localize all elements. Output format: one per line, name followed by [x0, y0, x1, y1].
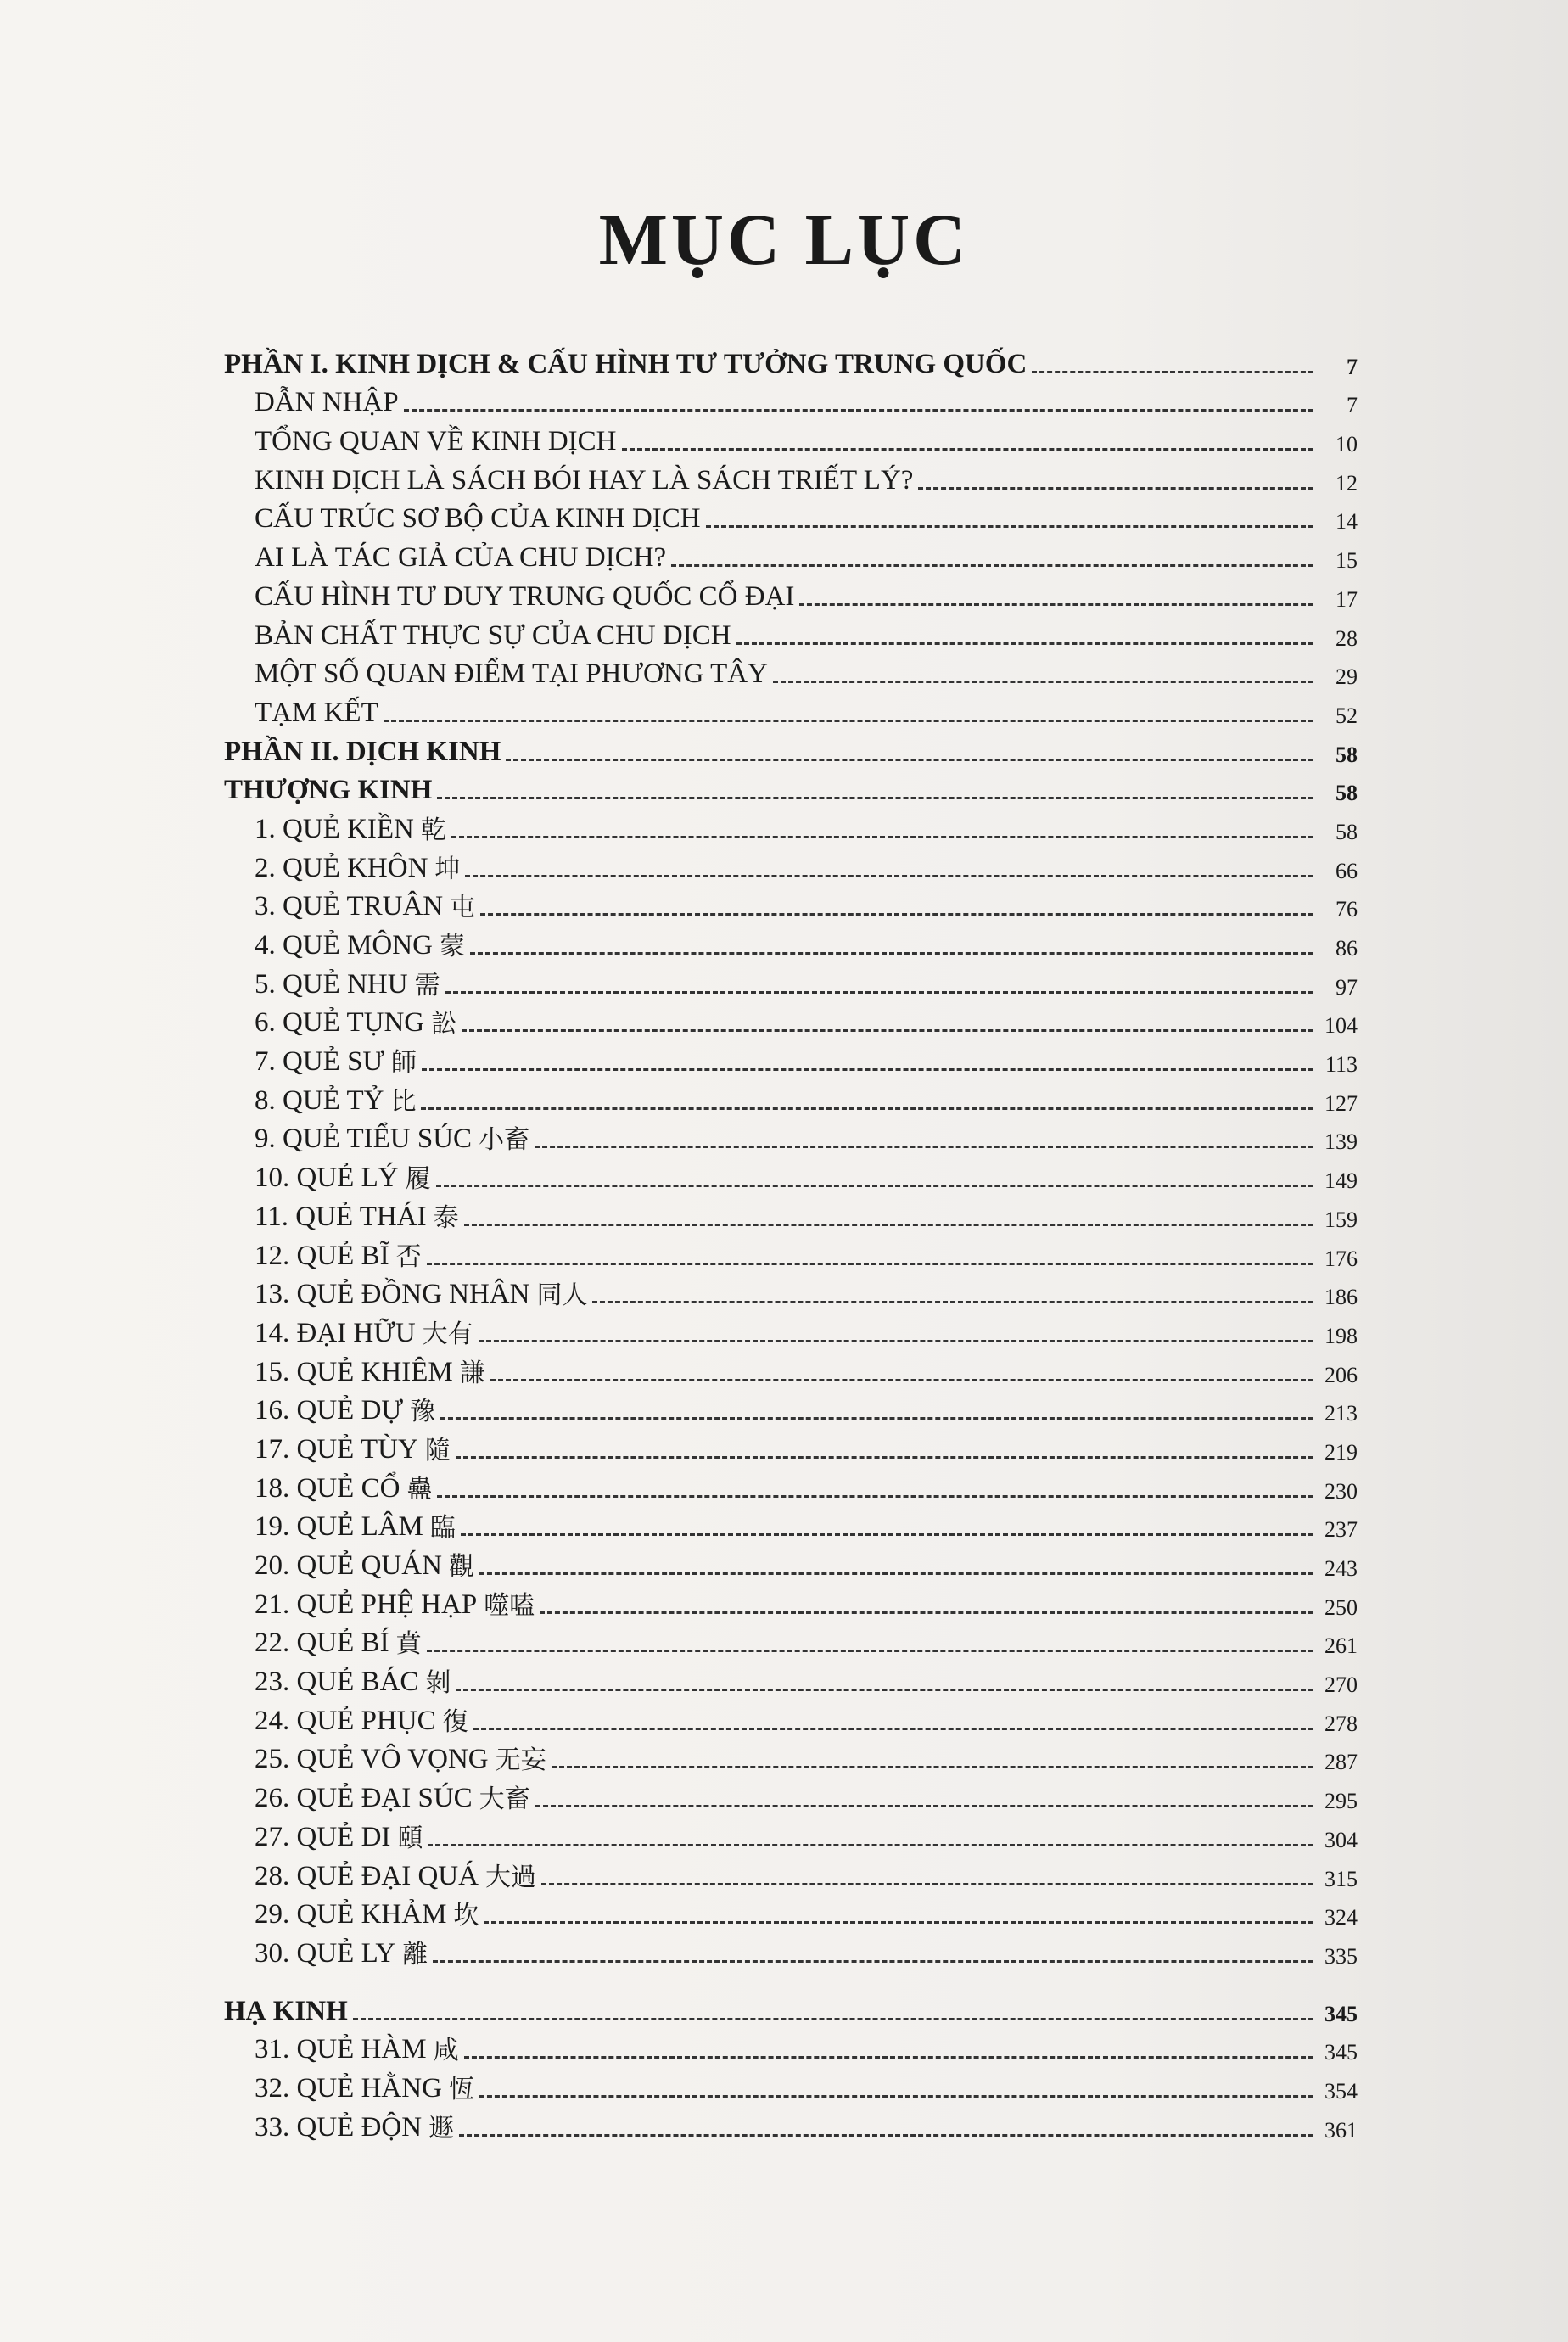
- toc-entry-page-number: 304: [1324, 1827, 1358, 1852]
- toc-entry-label: 26. QUẺ ĐẠI SÚC: [255, 1783, 473, 1814]
- dot-leader: [552, 1766, 1313, 1768]
- toc-entry-hanzi: 大畜: [479, 1785, 530, 1815]
- toc-entry-hanzi: 復: [442, 1706, 468, 1737]
- toc-entry-label: 17. QUẺ TÙY: [255, 1433, 418, 1465]
- toc-entry-label: 30. QUẺ LY: [255, 1937, 396, 1969]
- toc-entry-hanzi: 剝: [425, 1668, 451, 1699]
- toc-entry: [221, 1464, 1358, 1503]
- dot-leader: [433, 1960, 1313, 1963]
- toc-entry-label: 9. QUẺ TIỂU SÚC: [255, 1123, 473, 1155]
- toc-entry-page-number: 29: [1336, 664, 1358, 690]
- toc-entry-label: 27. QUẺ DI: [255, 1821, 391, 1852]
- toc-entry: [221, 1076, 1358, 1115]
- dot-leader: [470, 952, 1313, 955]
- toc-entry: [221, 533, 1358, 572]
- toc-entry-page-number: 12: [1336, 470, 1358, 496]
- toc-entry-label: 6. QUẺ TỤNG: [255, 1007, 425, 1039]
- toc-entry: [221, 999, 1358, 1038]
- toc-entry-page-number: 10: [1336, 432, 1358, 457]
- toc-entry-hanzi: 大有: [422, 1319, 473, 1349]
- toc-entry-page-number: 15: [1336, 548, 1358, 574]
- toc-entry-hanzi: 需: [414, 970, 440, 1000]
- toc-entry-hanzi: 乾: [420, 815, 446, 845]
- dot-leader: [422, 1068, 1313, 1071]
- toc-entry-label: 2. QUẺ KHÔN: [255, 852, 428, 883]
- toc-entry: [221, 1852, 1358, 1891]
- toc-entry-label: 10. QUẺ LÝ: [255, 1163, 399, 1194]
- toc-entry-hanzi: 同人: [536, 1280, 588, 1311]
- dot-leader: [404, 409, 1313, 412]
- toc-entry-label: 15. QUẺ KHIÊM: [255, 1356, 453, 1387]
- toc-entry-page-number: 127: [1324, 1090, 1358, 1116]
- toc-entry: [221, 843, 1358, 882]
- toc-entry-page-number: 7: [1347, 354, 1358, 379]
- toc-entry-label: BẢN CHẤT THỰC SỰ CỦA CHU DỊCH: [255, 619, 731, 651]
- toc-entry-hanzi: 噬嗑: [484, 1590, 535, 1621]
- dot-leader: [445, 991, 1313, 994]
- toc-entry-label: CẤU HÌNH TƯ DUY TRUNG QUỐC CỔ ĐẠI: [255, 580, 795, 612]
- toc-entry-label: 21. QUẺ PHỆ HẠP: [255, 1588, 478, 1620]
- toc-entry-page-number: 335: [1324, 1943, 1358, 1969]
- toc-entry-page-number: 159: [1324, 1207, 1358, 1232]
- toc-entry: [221, 2025, 1358, 2065]
- dot-leader: [451, 836, 1313, 838]
- toc-entry-hanzi: 比: [390, 1086, 417, 1117]
- toc-entry: [221, 1773, 1358, 1813]
- toc-entry-label: 28. QUẺ ĐẠI QUÁ: [255, 1860, 479, 1891]
- toc-entry-page-number: 250: [1324, 1594, 1358, 1620]
- toc-entry: [221, 1929, 1358, 1968]
- toc-entry-hanzi: 師: [391, 1048, 417, 1079]
- toc-entry-hanzi: 頤: [397, 1823, 423, 1853]
- dot-leader: [799, 603, 1313, 606]
- dot-leader: [535, 1805, 1313, 1807]
- dot-leader: [473, 1728, 1313, 1730]
- table-of-contents: [221, 339, 1358, 2142]
- dot-leader: [706, 525, 1313, 528]
- dot-leader: [1032, 371, 1313, 373]
- toc-entry-label: 19. QUẺ LÂM: [255, 1511, 423, 1543]
- toc-entry: [221, 456, 1358, 495]
- toc-entry: [221, 650, 1358, 689]
- toc-entry-hanzi: 泰: [433, 1202, 459, 1233]
- dot-leader: [480, 913, 1313, 916]
- toc-entry-label: PHẦN I. KINH DỊCH & CẤU HÌNH TƯ TƯỞNG TRUNG QUỐC: [224, 348, 1028, 379]
- toc-entry-hanzi: 賁: [395, 1629, 422, 1660]
- toc-entry-label: 5. QUẺ NHU: [255, 968, 408, 1000]
- toc-entry: [221, 1115, 1358, 1154]
- dot-leader: [592, 1301, 1313, 1303]
- toc-entry: [221, 1813, 1358, 1852]
- dot-leader: [440, 1417, 1313, 1420]
- toc-entry-page-number: 295: [1324, 1789, 1358, 1814]
- toc-entry-label: 1. QUẺ KIỀN: [255, 813, 414, 844]
- toc-entry: [221, 960, 1358, 999]
- toc-entry: [221, 2064, 1358, 2103]
- toc-entry: [221, 611, 1358, 650]
- dot-leader: [479, 2095, 1313, 2098]
- dot-leader: [459, 2134, 1313, 2137]
- toc-entry-hanzi: 豫: [410, 1397, 436, 1427]
- toc-entry-label: 12. QUẺ BĨ: [255, 1240, 389, 1271]
- toc-entry-label: CẤU TRÚC SƠ BỘ CỦA KINH DỊCH: [255, 503, 701, 535]
- toc-entry-page-number: 270: [1324, 1672, 1358, 1698]
- dot-leader: [421, 1107, 1313, 1110]
- dot-leader: [437, 1495, 1313, 1498]
- toc-entry-hanzi: 觀: [448, 1552, 474, 1582]
- toc-entry: [221, 1696, 1358, 1735]
- toc-entry-page-number: 149: [1324, 1168, 1358, 1194]
- toc-entry: [221, 688, 1358, 727]
- toc-entry-page-number: 361: [1324, 2117, 1358, 2143]
- toc-entry-page-number: 261: [1324, 1633, 1358, 1659]
- toc-entry-page-number: 287: [1324, 1750, 1358, 1775]
- toc-entry-page-number: 113: [1324, 1052, 1358, 1078]
- toc-entry-label: 20. QUẺ QUÁN: [255, 1550, 442, 1581]
- dot-leader: [479, 1572, 1313, 1575]
- toc-entry: [221, 727, 1358, 766]
- toc-entry-page-number: 7: [1347, 393, 1358, 418]
- toc-entry-label: 24. QUẺ PHỤC: [255, 1705, 436, 1736]
- toc-entry: [221, 2103, 1358, 2142]
- toc-entry-label: 23. QUẺ BÁC: [255, 1667, 419, 1698]
- toc-entry-hanzi: 履: [405, 1164, 431, 1195]
- toc-entry-label: 7. QUẺ SƯ: [255, 1046, 385, 1078]
- toc-entry-label: AI LÀ TÁC GIẢ CỦA CHU DỊCH?: [255, 542, 667, 574]
- toc-entry-page-number: 176: [1324, 1246, 1358, 1271]
- toc-entry: [221, 495, 1358, 534]
- toc-entry-hanzi: 遯: [428, 2113, 455, 2143]
- toc-entry: [221, 1387, 1358, 1426]
- toc-entry: [221, 921, 1358, 960]
- toc-entry: [221, 339, 1358, 378]
- dot-leader: [506, 759, 1313, 761]
- toc-entry-label: MỘT SỐ QUAN ĐIỂM TẠI PHƯƠNG TÂY: [255, 658, 768, 690]
- toc-entry: [221, 1037, 1358, 1079]
- toc-entry-hanzi: 訟: [431, 1009, 457, 1039]
- dot-leader: [622, 448, 1313, 451]
- toc-entry-label: KINH DỊCH LÀ SÁCH BÓI HAY LÀ SÁCH TRIẾT LÝ?: [255, 464, 914, 496]
- toc-entry-page-number: 206: [1324, 1362, 1358, 1387]
- toc-entry-hanzi: 否: [395, 1241, 422, 1272]
- toc-entry-page-number: 58: [1336, 742, 1358, 767]
- toc-gap: [221, 1968, 1358, 1986]
- toc-entry-page-number: 230: [1324, 1478, 1358, 1504]
- dot-leader: [464, 2056, 1313, 2059]
- toc-entry-label: PHẦN II. DỊCH KINH: [224, 736, 501, 767]
- toc-entry-page-number: 76: [1336, 897, 1358, 922]
- toc-entry: [221, 1425, 1358, 1464]
- toc-entry: [221, 1657, 1358, 1699]
- dot-leader: [484, 1921, 1313, 1924]
- toc-entry-label: THƯỢNG KINH: [224, 775, 433, 806]
- toc-entry: [221, 1347, 1358, 1387]
- toc-entry-label: 22. QUẺ BÍ: [255, 1628, 389, 1659]
- toc-entry-page-number: 354: [1324, 2078, 1358, 2104]
- toc-entry-hanzi: 離: [402, 1939, 428, 1969]
- dot-leader: [456, 1456, 1313, 1459]
- toc-entry-page-number: 52: [1336, 703, 1358, 728]
- toc-entry-label: 25. QUẺ VÔ VỌNG: [255, 1744, 489, 1775]
- toc-entry-label: 3. QUẺ TRUÂN: [255, 891, 444, 922]
- toc-entry: [221, 1735, 1358, 1774]
- toc-entry: [221, 882, 1358, 922]
- toc-entry: [221, 1503, 1358, 1542]
- toc-entry-label: 11. QUẺ THÁI: [255, 1201, 427, 1232]
- toc-entry-label: 32. QUẺ HẰNG: [255, 2072, 442, 2104]
- dot-leader: [384, 720, 1313, 722]
- toc-entry-page-number: 345: [1324, 2040, 1358, 2065]
- toc-entry-hanzi: 隨: [424, 1435, 451, 1465]
- toc-entry-label: HẠ KINH: [224, 1995, 348, 2026]
- toc-entry: [221, 1308, 1358, 1347]
- toc-entry-page-number: 58: [1336, 781, 1358, 806]
- dot-leader: [773, 681, 1313, 683]
- toc-entry-hanzi: 謙: [459, 1358, 485, 1388]
- toc-entry-page-number: 237: [1324, 1517, 1358, 1543]
- toc-entry-page-number: 315: [1324, 1866, 1358, 1891]
- toc-entry-hanzi: 蒙: [439, 932, 465, 961]
- toc-entry-hanzi: 坤: [434, 854, 461, 884]
- dot-leader: [427, 1650, 1313, 1652]
- toc-entry-page-number: 97: [1336, 974, 1358, 1000]
- toc-entry-label: 18. QUẺ CỔ: [255, 1472, 400, 1504]
- toc-entry-hanzi: 无妄: [495, 1745, 546, 1776]
- toc-entry-page-number: 66: [1336, 858, 1358, 883]
- dot-leader: [490, 1379, 1313, 1381]
- toc-entry: [221, 417, 1358, 456]
- dot-leader: [427, 1263, 1313, 1265]
- dot-leader: [461, 1533, 1313, 1536]
- toc-entry-page-number: 198: [1324, 1323, 1358, 1348]
- toc-entry-label: TẠM KẾT: [255, 697, 378, 728]
- toc-entry: [221, 1192, 1358, 1231]
- dot-leader: [462, 1029, 1313, 1032]
- toc-entry-label: TỔNG QUAN VỀ KINH DỊCH: [255, 426, 617, 457]
- toc-entry-label: 29. QUẺ KHẢM: [255, 1899, 447, 1930]
- toc-entry: [221, 1270, 1358, 1309]
- toc-entry-page-number: 58: [1336, 819, 1358, 844]
- toc-entry: [221, 804, 1358, 843]
- toc-entry: [221, 1231, 1358, 1270]
- toc-entry: [221, 1580, 1358, 1619]
- toc-entry-hanzi: 大過: [484, 1862, 536, 1892]
- dot-leader: [918, 487, 1313, 490]
- dot-leader: [437, 797, 1313, 799]
- toc-entry-page-number: 186: [1324, 1285, 1358, 1310]
- dot-leader: [436, 1185, 1313, 1187]
- toc-entry-label: 33. QUẺ ĐỘN: [255, 2111, 423, 2143]
- toc-entry-hanzi: 坎: [453, 1901, 479, 1931]
- toc-entry: [221, 766, 1358, 805]
- dot-leader: [541, 1883, 1313, 1885]
- toc-entry-page-number: 28: [1336, 625, 1358, 651]
- toc-entry-page-number: 324: [1324, 1905, 1358, 1930]
- toc-entry-label: DẪN NHẬP: [255, 387, 399, 418]
- toc-entry-page-number: 243: [1324, 1556, 1358, 1581]
- toc-entry-page-number: 278: [1324, 1711, 1358, 1736]
- toc-entry-label: 13. QUẺ ĐỒNG NHÂN: [255, 1279, 530, 1310]
- toc-entry-label: 16. QUẺ DỰ: [255, 1395, 404, 1426]
- toc-entry-label: 31. QUẺ HÀM: [255, 2034, 427, 2065]
- toc-entry-label: 8. QUẺ TỶ: [255, 1084, 384, 1116]
- toc-entry-hanzi: 恆: [448, 2074, 474, 2104]
- dot-leader: [736, 642, 1313, 645]
- toc-entry: [221, 1891, 1358, 1930]
- dot-leader: [540, 1611, 1313, 1614]
- toc-entry: [221, 1541, 1358, 1580]
- toc-entry: [221, 1986, 1358, 2025]
- dot-leader: [479, 1340, 1313, 1342]
- dot-leader: [456, 1689, 1313, 1691]
- dot-leader: [535, 1146, 1313, 1148]
- toc-entry: [221, 378, 1358, 417]
- toc-entry-label: 14. ĐẠI HỮU: [255, 1317, 416, 1348]
- toc-entry: [221, 1153, 1358, 1195]
- toc-entry-page-number: 104: [1324, 1013, 1358, 1039]
- toc-entry-page-number: 139: [1324, 1129, 1358, 1155]
- toc-entry-hanzi: 屯: [450, 893, 476, 923]
- toc-entry: [221, 572, 1358, 611]
- toc-entry-hanzi: 咸: [433, 2036, 459, 2066]
- toc-entry-hanzi: 臨: [429, 1513, 456, 1544]
- toc-entry-page-number: 345: [1324, 2001, 1358, 2026]
- toc-entry-page-number: 14: [1336, 509, 1358, 535]
- page-title: MỤC LỤC: [598, 199, 970, 280]
- dot-leader: [671, 564, 1313, 567]
- dot-leader: [464, 1224, 1313, 1226]
- toc-entry-hanzi: 小畜: [479, 1125, 530, 1156]
- dot-leader: [428, 1844, 1313, 1846]
- dot-leader: [353, 2018, 1313, 2020]
- toc-entry-page-number: 213: [1324, 1401, 1358, 1426]
- toc-entry-label: 4. QUẺ MÔNG: [255, 930, 433, 961]
- toc-entry-page-number: 219: [1324, 1439, 1358, 1465]
- dot-leader: [465, 875, 1313, 877]
- toc-entry-page-number: 17: [1336, 586, 1358, 612]
- toc-entry: [221, 1619, 1358, 1658]
- toc-entry-page-number: 86: [1336, 936, 1358, 961]
- toc-entry-hanzi: 蠱: [406, 1474, 433, 1504]
